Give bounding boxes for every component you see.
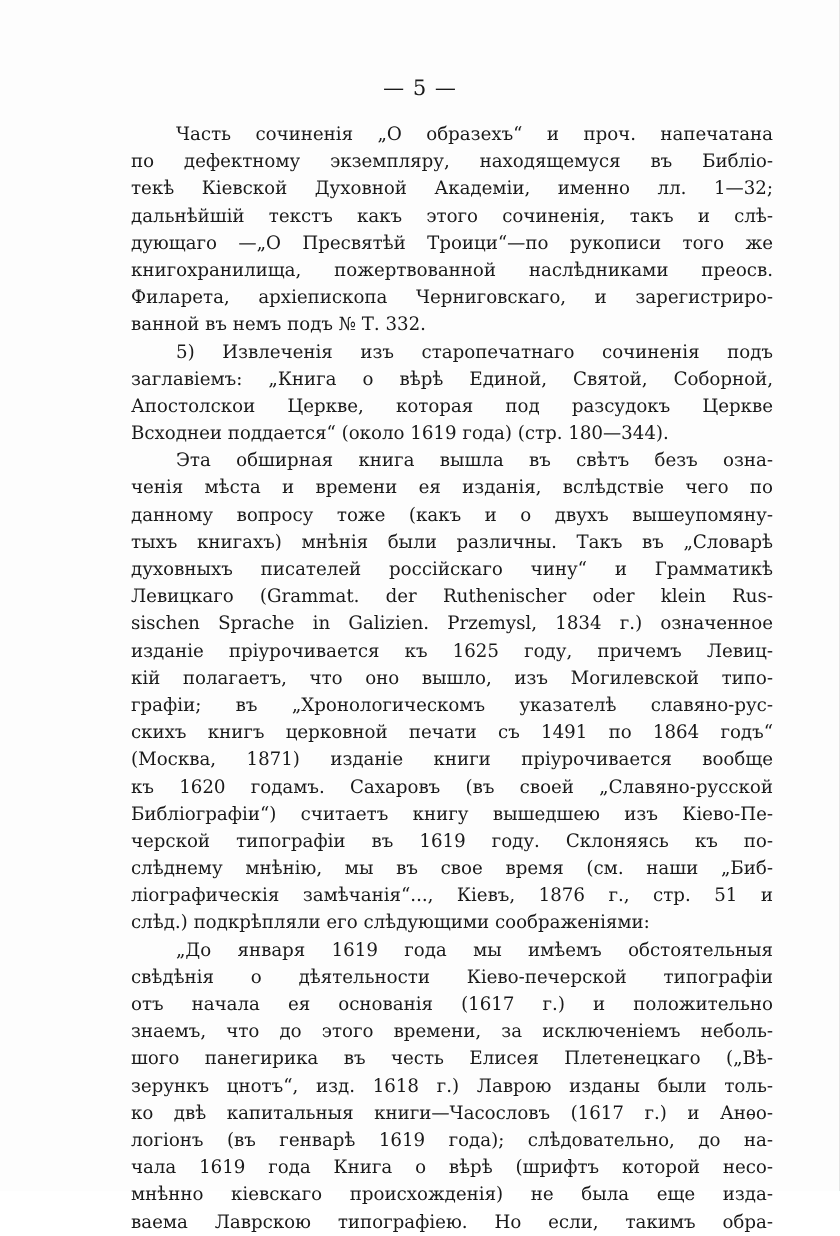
text-line: sischen Sprache in Galizien. Przemysl, 1834 г.) означенное <box>131 613 773 635</box>
text-line: „До января 1619 года мы имѣемъ обстоятельныя <box>176 939 773 961</box>
text-line: скихъ книгъ церковной печати съ 1491 по 1864 годъ“ <box>131 722 773 744</box>
text-line: къ 1620 годамъ. Сахаровъ (въ своей „Славяно-русской <box>131 776 773 798</box>
text-line: тыхъ книгахъ) мнѣнія были различны. Такъ въ „Словарѣ <box>131 531 773 553</box>
text-line: духовныхъ писателей россійскаго чину“ и Грамматикѣ <box>131 559 773 580</box>
text-line: изданіе пріурочивается къ 1625 году, причемъ Левиц- <box>131 640 773 662</box>
body-text <box>131 121 773 1236</box>
text-line: Часть сочиненія „О образехъ“ и проч. напечатана <box>176 124 773 145</box>
text-line: Всходнеи поддается“ (около 1619 года) (стр. 180—344). <box>131 423 669 445</box>
text-line: кій полагаетъ, что оно вышло, изъ Могилевской типо- <box>131 667 773 689</box>
text-line: заглавіемъ: „Книга о вѣрѣ Единой, Святой, Соборной, <box>131 368 773 390</box>
page-number: — 5 — <box>383 76 457 100</box>
text-line: слѣд.) подкрѣпляли его слѣдующими соображеніями: <box>131 912 650 934</box>
text-line: знаемъ, что до этого времени, за исключеніемъ неболь- <box>131 1021 773 1043</box>
text-line: по дефектному экземпляру, находящемуся въ Библіо- <box>131 151 773 173</box>
text-line: текѣ Кіевской Духовной Академіи, именно лл. 1—32; <box>131 178 773 200</box>
text-line: дальнѣйшій текстъ какъ этого сочиненія, такъ и слѣ- <box>131 205 773 227</box>
text-line: данному вопросу тоже (какъ и о двухъ вышеупомяну- <box>131 504 773 526</box>
text-line: зерункъ цнотъ“, изд. 1618 г.) Лаврою изданы были толь- <box>131 1075 773 1097</box>
text-line: книгохранилища, пожертвованной наслѣдниками преосв. <box>131 259 773 281</box>
text-line: Филарета, архіепископа Черниговскаго, и зарегистриро- <box>131 287 773 309</box>
paragraph-1 <box>131 121 773 339</box>
text-line: отъ начала ея основанія (1617 г.) и положительно <box>131 994 773 1015</box>
text-line: черской типографіи въ 1619 году. Склоняясь къ по- <box>131 830 773 852</box>
text-line: ліографическія замѣчанія“..., Кіевъ, 1876 г., стр. 51 и <box>131 885 773 907</box>
text-line: 5) Извлеченія изъ старопечатнаго сочиненія подъ <box>176 341 773 363</box>
text-line: дующаго —„О Пресвятѣй Троици“—по рукописи того же <box>131 232 773 254</box>
text-line: Апостолскои Церкве, которая под разсудокъ Церкве <box>131 395 773 417</box>
text-line: ченія мѣста и времени ея изданія, вслѣдствіе чего по <box>131 477 773 499</box>
text-line: ванной въ немъ подъ № Т. 332. <box>131 314 426 336</box>
text-line: шого панегирика въ честь Елисея Плетенецкаго („Вѣ- <box>131 1048 773 1070</box>
text-line: Левицкаго (Grammat. der Ruthenischer oder klein Rus- <box>131 586 773 608</box>
text-line: Эта обширная книга вышла въ свѣтъ безъ озна- <box>176 450 773 472</box>
text-line: чала 1619 года Книга о вѣрѣ (шрифтъ которой несо- <box>131 1157 773 1179</box>
text-line: графіи; въ „Хронологическомъ указателѣ славяно-рус- <box>131 694 773 716</box>
paragraph-2 <box>131 339 773 448</box>
text-line: Библіографіи“) считаетъ книгу вышедшею изъ Кіево-Пе- <box>131 803 773 825</box>
text-line: (Москва, 1871) изданіе книги пріурочивается вообще <box>131 749 773 771</box>
text-line: свѣдѣнія о дѣятельности Кіево-печерской типографіи <box>131 966 773 988</box>
text-line: ваема Лаврскою типографіею. Но если, такимъ обра- <box>131 1211 773 1233</box>
text-line: мнѣнно кіевскаго происхожденія) не была еще изда- <box>131 1184 773 1206</box>
text-line: слѣднему мнѣнію, мы въ свое время (см. наши „Биб- <box>131 858 773 880</box>
paragraph-3 <box>131 447 773 936</box>
text-line: логіонъ (въ генварѣ 1619 года); слѣдовательно, до на- <box>131 1129 773 1151</box>
text-line: ко двѣ капитальныя книги—Часословъ (1617 г.) и Анѳо- <box>131 1102 773 1124</box>
